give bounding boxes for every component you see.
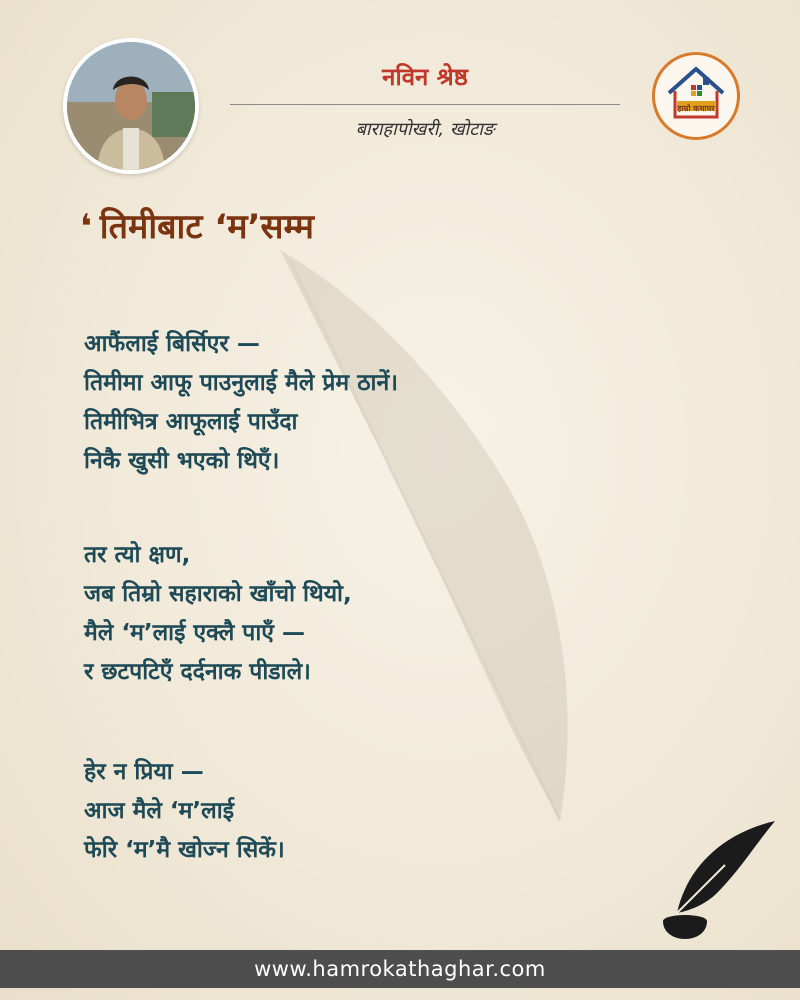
logo-text: हाम्रो कथाघर bbox=[677, 104, 715, 113]
person-icon bbox=[67, 42, 195, 170]
poem-title-text: तिमीबाट ‘म’सम्म bbox=[99, 207, 314, 247]
author-place: बाराहापोखरी, खोटाङ bbox=[355, 119, 495, 140]
poem-title bbox=[80, 202, 314, 248]
stanza-2 bbox=[84, 536, 684, 692]
stanza-3 bbox=[84, 753, 684, 870]
quill-inkpot-icon bbox=[655, 815, 785, 945]
poem-line: हेर न प्रिया — bbox=[84, 759, 204, 785]
poem-line: तिमीमा आफू पाउनुलाई मैले प्रेम ठानें। bbox=[84, 370, 398, 396]
footer-bar bbox=[0, 950, 800, 988]
poem-line: र छटपटिएँ दर्दनाक पीडाले। bbox=[84, 659, 311, 685]
header-divider bbox=[230, 104, 620, 105]
author-avatar bbox=[63, 38, 199, 174]
poem-line: निकै खुसी भएको थिएँ। bbox=[84, 448, 280, 474]
poem-line: आज मैले ‘म’लाई bbox=[84, 798, 235, 824]
poem-line: तर त्यो क्षण, bbox=[84, 542, 191, 568]
poem-line: तिमीभित्र आफूलाई पाउँदा bbox=[84, 409, 298, 435]
website-link[interactable]: www.hamrokathaghar.com bbox=[254, 957, 546, 981]
quote-mark-icon: ❛ bbox=[80, 207, 92, 247]
poem-line: जब तिम्रो सहाराको खाँचो थियो, bbox=[84, 581, 352, 607]
stanza-1 bbox=[84, 325, 684, 481]
site-logo[interactable] bbox=[652, 52, 740, 140]
poem-line: आफैंलाई बिर्सिएर — bbox=[84, 331, 260, 357]
poem-line: फेरि ‘म’मै खोज्न सिकें। bbox=[84, 837, 285, 863]
house-icon bbox=[655, 55, 737, 137]
author-name: नविन श्रेष्ठ bbox=[382, 63, 468, 91]
poem-line: मैले ‘म’लाई एक्लै पाएँ — bbox=[84, 620, 306, 646]
